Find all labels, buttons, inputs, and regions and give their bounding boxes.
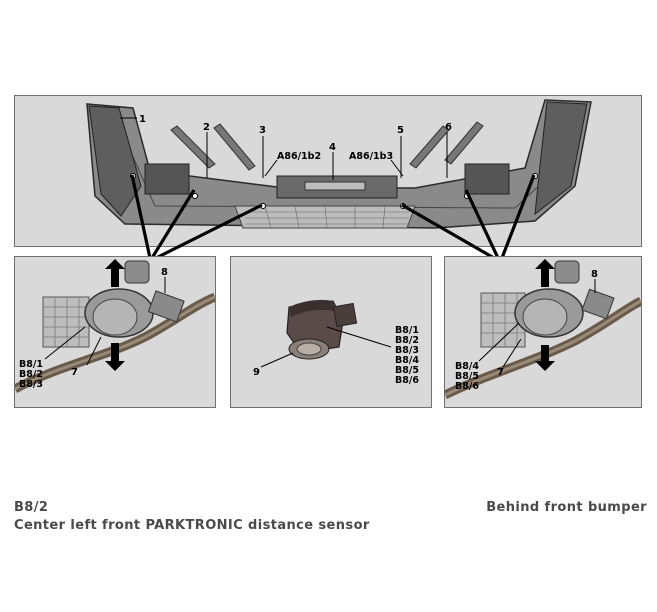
sensor-plug [333, 303, 356, 326]
sensor-label-b8-6: B8/6 [395, 375, 419, 386]
sensor-label-b8-2: B8/2 [395, 335, 419, 346]
sensor-label-b8-6: B8/6 [455, 381, 479, 392]
callout-4: 4 [329, 142, 336, 153]
sensor-label-b8-4: B8/4 [395, 355, 419, 366]
callout-3: 3 [259, 125, 266, 136]
sensor-label-a86-1b2: A86/1b2 [277, 151, 322, 162]
component-description: Center left front PARKTRONIC distance sensor [14, 518, 370, 533]
sensor-connector [148, 291, 184, 322]
arrow-up-icon [105, 259, 125, 287]
sensor-marker [193, 194, 198, 199]
sensor-label-b8-3: B8/3 [19, 379, 43, 390]
left-sensor-detail-panel [14, 256, 216, 408]
left-side-bracket [145, 164, 189, 194]
left-sensor-illustration [15, 257, 215, 407]
arrow-up-icon [535, 259, 555, 287]
label-8: 8 [591, 269, 598, 280]
center-slot [305, 182, 365, 190]
sensor-label-b8-3: B8/3 [395, 345, 419, 356]
sensor-marker [261, 204, 266, 209]
sensor-head [555, 261, 579, 283]
sensor-label-b8-5: B8/5 [395, 365, 419, 376]
right-sensor-detail-panel [444, 256, 642, 408]
callout-1: 1 [139, 114, 146, 125]
sensor-label-b8-2: B8/2 [19, 369, 43, 380]
sensor-label-a86-1b3: A86/1b3 [349, 151, 394, 162]
sensor-part-illustration [231, 257, 431, 407]
sensor-marker [533, 174, 538, 179]
component-code: B8/2 [14, 500, 49, 515]
label-7: 7 [497, 367, 504, 378]
sensor-connector [582, 289, 614, 319]
component-location: Behind front bumper [486, 500, 647, 515]
bracket-left-2 [214, 124, 255, 170]
right-side-bracket [465, 164, 509, 194]
bracket-right-1 [410, 126, 449, 168]
sensor-label-b8-5: B8/5 [455, 371, 479, 382]
right-sensor-illustration [445, 257, 641, 407]
label-8: 8 [161, 267, 168, 278]
label-9: 9 [253, 367, 260, 378]
bumper-illustration [15, 96, 641, 246]
sensor-label-b8-4: B8/4 [455, 361, 479, 372]
sensor-marker [401, 204, 406, 209]
sensor-label-b8-1: B8/1 [19, 359, 43, 370]
callout-2: 2 [203, 122, 210, 133]
sensor-marker [131, 174, 136, 179]
callout-5: 5 [397, 125, 404, 136]
sensor-head [125, 261, 149, 283]
sensor-label-b8-1: B8/1 [395, 325, 419, 336]
sensor-marker [465, 194, 470, 199]
sensor-part-panel [230, 256, 432, 408]
label-7: 7 [71, 367, 78, 378]
callout-6: 6 [445, 122, 452, 133]
sensor-bracket [43, 297, 89, 347]
bumper-overview-panel [14, 95, 642, 247]
